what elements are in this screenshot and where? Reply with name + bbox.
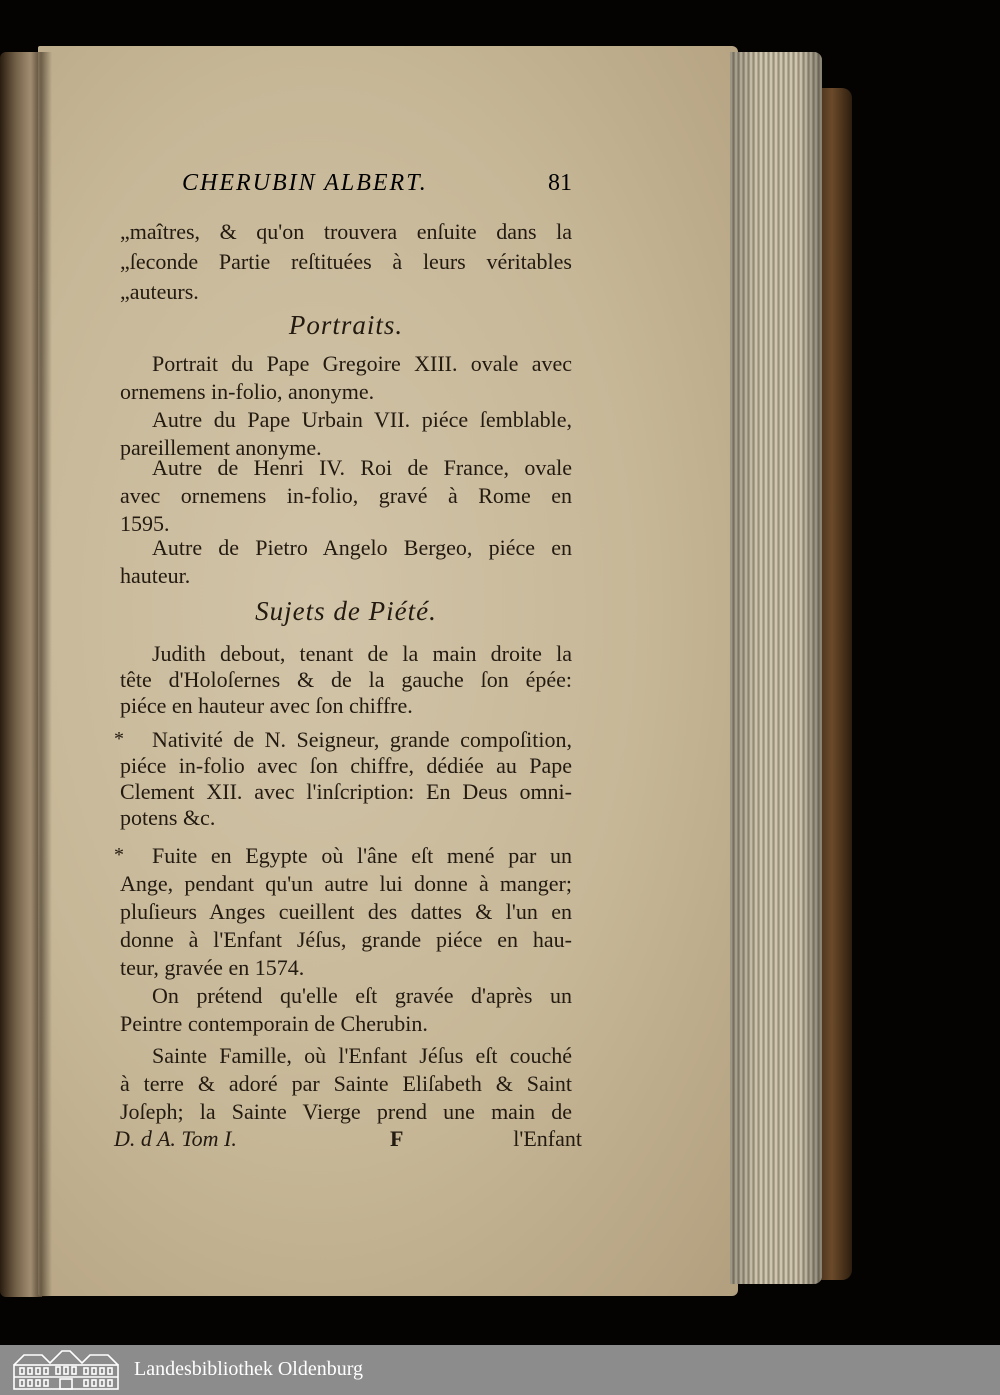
asterisk-marker: * <box>114 844 124 866</box>
sujet-line: piéce en hauteur avec ſon chiffre. <box>120 693 413 718</box>
library-building-icon <box>10 1349 122 1391</box>
portrait-line: Autre du Pape Urbain VII. piéce ſemblable, <box>152 407 572 432</box>
sujet-line: tête d'Holoſernes & de la gauche ſon épée: <box>120 667 572 692</box>
spine-shadow <box>30 52 52 1297</box>
page-number: 81 <box>548 170 572 196</box>
section-heading-portraits: Portraits. <box>288 310 404 340</box>
sujet-line: Nativité de N. Seigneur, grande compoſition, <box>152 727 572 752</box>
page-stack-shade <box>730 52 822 1284</box>
sujet-line: Ange, pendant qu'un autre lui donne à manger; <box>120 871 572 896</box>
sujet-line: piéce in-folio avec ſon chiffre, dédiée au Pape <box>120 753 572 778</box>
sujet-line: à terre & adoré par Sainte Eliſabeth & Saint <box>120 1071 572 1096</box>
sujet-line: potens &c. <box>120 805 216 830</box>
sujet-line: Sainte Famille, où l'Enfant Jéſus eſt couché <box>152 1043 572 1068</box>
portrait-line: hauteur. <box>120 563 191 588</box>
catchword: l'Enfant <box>513 1126 582 1151</box>
library-footer-bar <box>0 1345 1000 1395</box>
volume-signature: D. d A. Tom I. <box>114 1126 237 1151</box>
page-footer <box>114 1126 582 1156</box>
sujet-line: Peintre contemporain de Cherubin. <box>120 1011 428 1036</box>
sujet-line: donne à l'Enfant Jéſus, grande piéce en hau- <box>120 927 572 952</box>
text-line: „ſeconde Partie reſtituées à leurs véritables <box>120 249 572 274</box>
portrait-line: Autre de Henri IV. Roi de France, ovale <box>152 455 572 480</box>
text-line: „maîtres, & qu'on trouvera enſuite dans la <box>120 219 572 244</box>
portrait-line: avec ornemens in-folio, gravé à Rome en <box>120 483 572 508</box>
sujet-line: Judith debout, tenant de la main droite la <box>152 641 572 666</box>
sujet-line: pluſieurs Anges cueillent des dattes & l'un en <box>120 899 572 924</box>
quire-mark: F <box>390 1126 404 1151</box>
portrait-line: Autre de Pietro Angelo Bergeo, piéce en <box>152 535 572 560</box>
asterisk-marker: * <box>114 728 124 750</box>
portrait-line: pareillement anonyme. <box>120 435 322 460</box>
sujet-line: Joſeph; la Sainte Vierge prend une main de <box>120 1099 572 1124</box>
sujet-line: On prétend qu'elle eſt gravée d'après un <box>152 983 572 1008</box>
sujet-line: Fuite en Egypte où l'âne eſt mené par un <box>152 843 572 868</box>
portrait-line: 1595. <box>120 511 170 536</box>
text-line: „auteurs. <box>120 279 199 304</box>
portrait-line: Portrait du Pape Gregoire XIII. ovale avec <box>152 351 572 376</box>
sujet-line: teur, gravée en 1574. <box>120 955 305 980</box>
page-header <box>182 170 572 200</box>
portrait-line: ornemens in-folio, anonyme. <box>120 379 375 404</box>
sujet-line: Clement XII. avec l'inſcription: En Deus omni- <box>120 779 572 804</box>
library-name: Landesbibliothek Oldenburg <box>134 1358 364 1380</box>
section-heading-sujets: Sujets de Piété. <box>255 596 437 626</box>
running-head: CHERUBIN ALBERT. <box>182 170 428 196</box>
